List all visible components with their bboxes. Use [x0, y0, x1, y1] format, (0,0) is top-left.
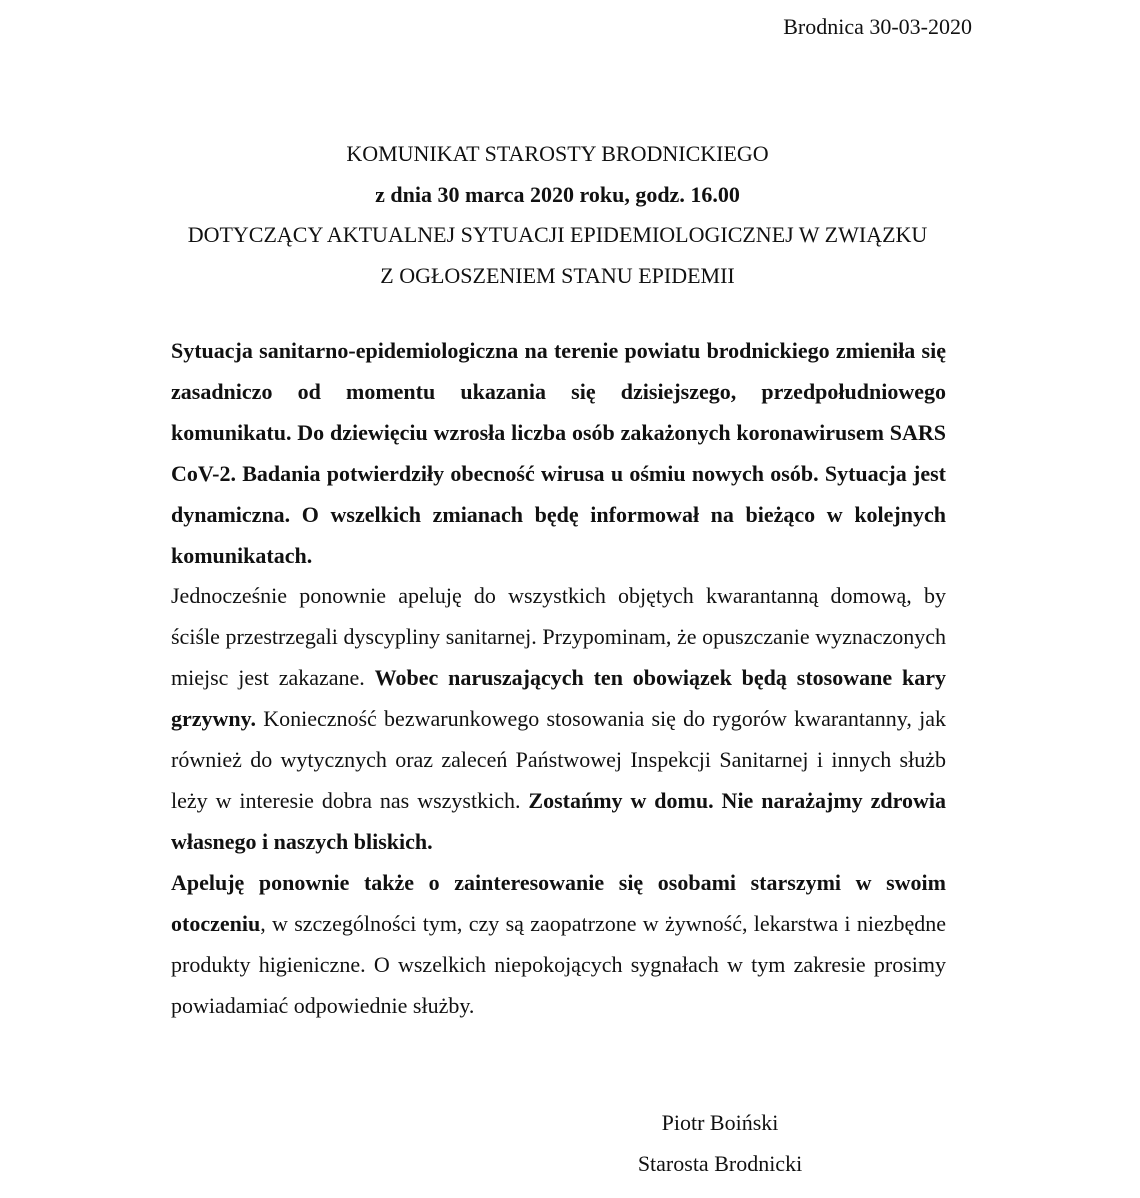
place-date: Brodnica 30-03-2020 — [783, 14, 972, 39]
elderly-appeal-text: , w szczególności tym, czy są zaopatrzone w żywność, lekarstwa i niezbędne produkty higieniczne. O wszelkich niepokojących sygnałach w tym zakresie prosimy powiadamiać odpowiednie służby. — [171, 910, 946, 1018]
paragraph-quarantine-appeal — [171, 576, 946, 862]
signature-block — [560, 1102, 880, 1184]
document-subject-line-2: Z OGŁOSZENIEM STANU EPIDEMII — [380, 262, 735, 288]
document-body — [171, 331, 946, 1026]
quarantine-appeal-text: Jednocześnie ponownie apeluję do wszystkich objętych kwarantanną domową, by ściśle przestrzegali dyscypliny sanitarnej. Przypominam, że opuszczanie wyznaczonych miejsc jest zakazane. — [171, 583, 946, 691]
elderly-appeal-bold: Apeluję ponownie także o zainteresowanie się osobami starszymi w swoim otoczeniu — [171, 869, 946, 936]
document-subject-line-1: DOTYCZĄCY AKTUALNEJ SYTUACJI EPIDEMIOLOGICZNEJ W ZWIĄZKU — [187, 222, 928, 247]
document-header — [100, 134, 1015, 296]
quarantine-rules-text: Konieczność bezwarunkowego stosowania się do rygorów kwarantanny, jak również do wytycznych oraz zaleceń Państwowej Inspekcji Sanitarnej i innych służb leży w interesie dobra nas wszystkich. — [171, 706, 946, 813]
stay-home-appeal: Zostańmy w domu. Nie narażajmy zdrowia własnego i naszych bliskich. — [171, 787, 946, 854]
paragraph-elderly-appeal — [171, 863, 946, 1027]
paragraph-situation: Sytuacja sanitarno-epidemiologiczna na terenie powiatu brodnickiego zmieniła się zasadniczo od momentu ukazania się dzisiejszego, przedpołudniowego komunikatu. Do dziewięciu wzrosła liczba osób zakażonych koronawirusem SARS CoV-2. Badania potwierdziły obecność wirusa u ośmiu nowych osób. Sytuacja jest dynamiczna. O wszelkich zmianach będę informował na bieżąco w kolejnych komunikatach. — [171, 338, 946, 568]
document-title: KOMUNIKAT STAROSTY BRODNICKIEGO — [346, 141, 769, 166]
document-date-time: z dnia 30 marca 2020 roku, godz. 16.00 — [375, 181, 740, 207]
signatory-title: Starosta Brodnicki — [637, 1151, 803, 1176]
signatory-name: Piotr Boiński — [661, 1110, 779, 1135]
fines-warning: Wobec naruszających ten obowiązek będą stosowane kary grzywny. — [171, 665, 946, 732]
